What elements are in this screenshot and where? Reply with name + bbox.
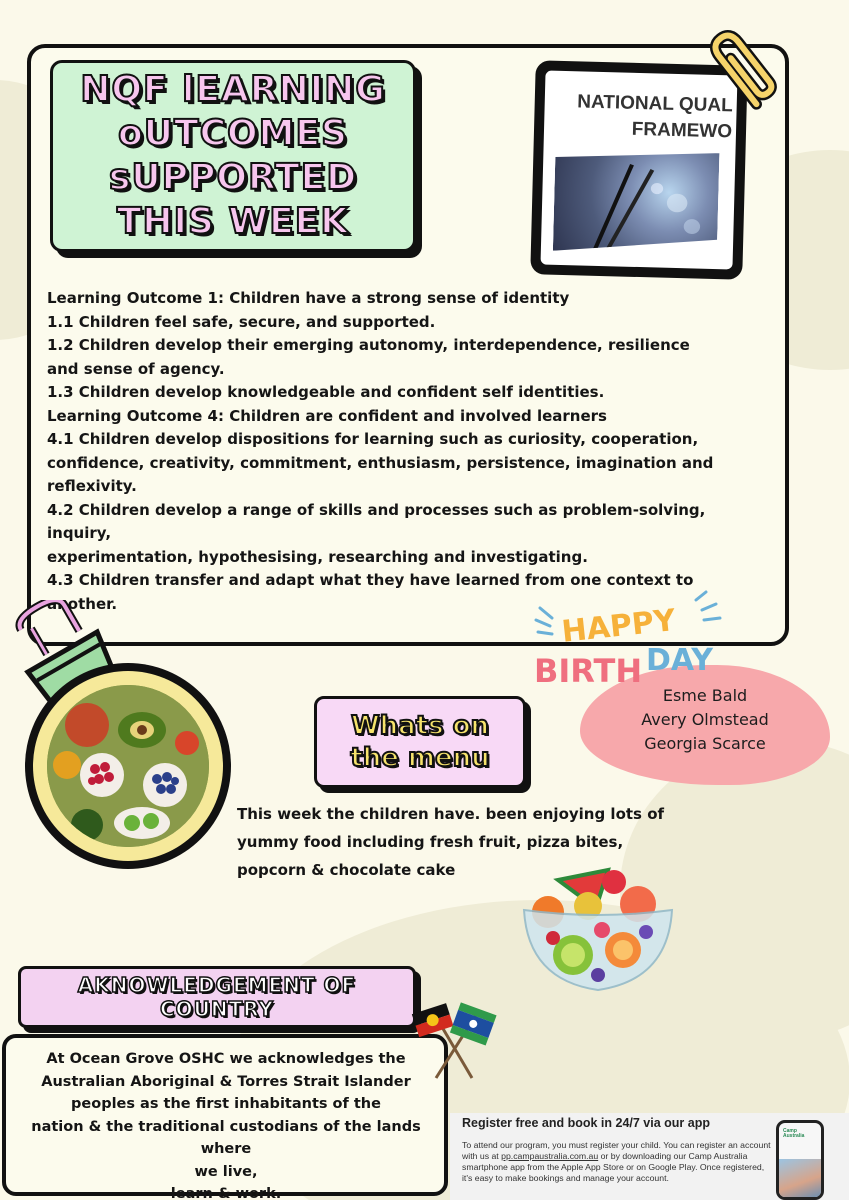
fruit-bowl-icon [518, 860, 678, 1000]
birthday-name: Esme Bald [662, 686, 748, 705]
menu-description: This week the children have. been enjoying lots of yummy food including fresh fruit, pizza bites, popcorn & chocolate cake [237, 805, 665, 879]
register-title: Register free and book in 24/7 via our app [462, 1116, 710, 1130]
learning-outcomes-list [47, 287, 767, 616]
nqf-title-box [50, 60, 416, 252]
phone-screen-photo [779, 1159, 821, 1197]
flags-icon [410, 1000, 500, 1080]
menu-label: Whats on the menu [350, 711, 490, 773]
acknowledgement-label-box [18, 966, 416, 1028]
outcome-line: Learning Outcome 1: Children have a strong sense of identity [47, 289, 570, 307]
phone-app-image [776, 1120, 824, 1200]
birthday-name: Georgia Scarce [644, 734, 766, 753]
acknowledgement-label: AKNOWLEDGEMENT OF COUNTRY [77, 973, 357, 1021]
nqf-photo-image [553, 149, 720, 255]
acknowledgement-text: At Ocean Grove OSHC we acknowledges the Australian Aboriginal & Torres Strait Islander peoples as the first inhabitants of the nation & the traditional custodians of the lands where we live, learn & work. [31, 1051, 421, 1200]
birthday-word-happy: HAPPY [560, 603, 678, 650]
birthday-names [600, 684, 810, 756]
nqf-photo-heading: NATIONAL QUAL FRAMEWO [576, 91, 733, 143]
outcome-line: 1.3 Children develop knowledgeable and confident self identities. [47, 383, 605, 401]
birthday-word-birth: BIRTH [534, 652, 643, 690]
outcome-line: Learning Outcome 4: Children are confident and involved learners [47, 406, 607, 425]
paperclip-icon [705, 22, 785, 118]
outcome-line: 4.1 Children develop dispositions for learning such as curiosity, cooperation, confidence, creativity, commitment, enthusiasm, persistence, imagination and reflexivity. [47, 430, 714, 495]
outcome-line: 4.3 Children transfer and adapt what they have learned from one context to another. [47, 571, 694, 613]
birthday-name: Avery Olmstead [641, 710, 769, 729]
food-plate-image [25, 663, 231, 869]
outcome-line: 4.2 Children develop a range of skills and processes such as problem-solving, inquiry, experimentation, hypothesising, researching and investigating. [47, 500, 706, 566]
register-body [462, 1140, 774, 1184]
register-body-text: To attend our program, you must register your child. You can register an account with us at [462, 1140, 771, 1161]
birthday-word-day: DAY [646, 643, 713, 678]
register-link[interactable]: pp.campaustralia.com.au [501, 1151, 599, 1161]
outcome-line: 1.1 Children feel safe, secure, and supported. [47, 312, 436, 331]
camp-australia-logo: Camp Australia [783, 1128, 805, 1139]
happy-birthday-graphic [528, 590, 728, 690]
menu-label-box [314, 696, 526, 788]
nqf-title: NQF lEARNING oUTCOMES sUPPORTED THIS WEEK [80, 69, 386, 242]
outcome-line: 1.2 Children develop their emerging autonomy, interdependence, resilience and sense of agency. [47, 336, 690, 378]
register-body-text: or by downloading our Camp Australia smartphone app from the Apple App Store or on Google Play. Once registered, it's easy to make bookings and manage your account. [462, 1151, 765, 1183]
